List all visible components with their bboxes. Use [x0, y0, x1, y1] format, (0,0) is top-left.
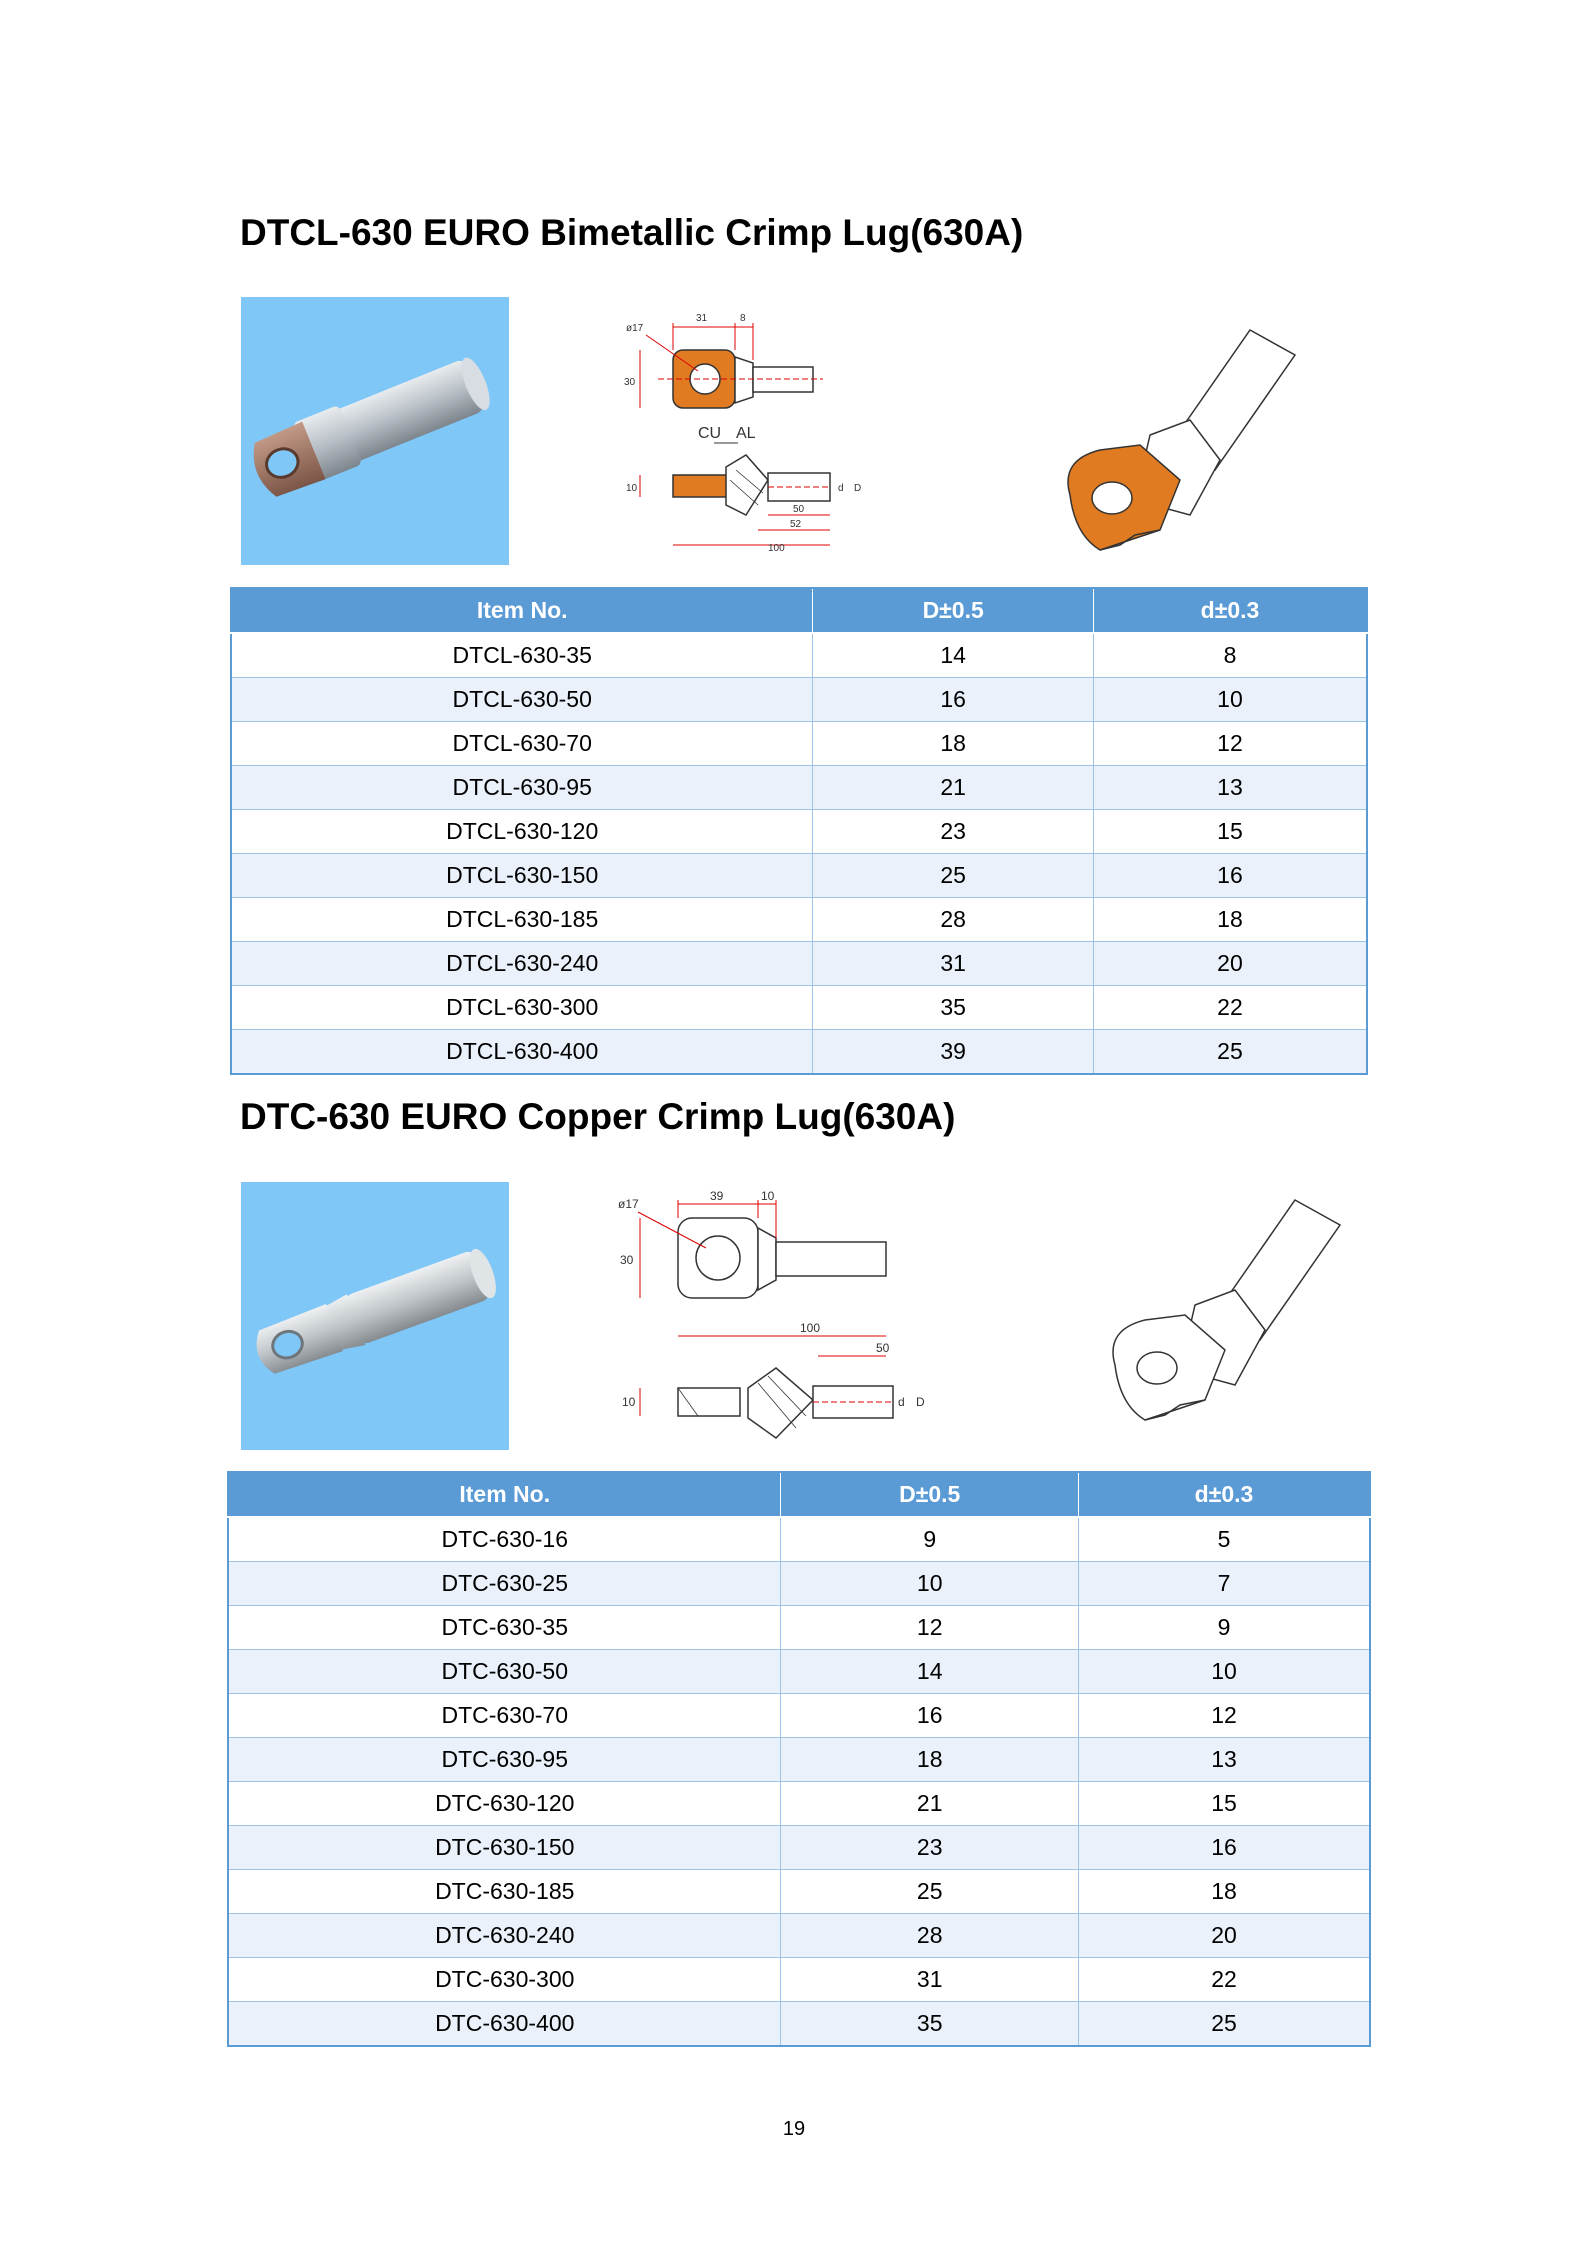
bimetallic-lug-drawing: [618, 305, 918, 560]
section2-title: DTC-630 EURO Copper Crimp Lug(630A): [240, 1096, 956, 1137]
cell-item: DTCL-630-185: [231, 898, 813, 942]
cell-d-small: 16: [1093, 854, 1367, 898]
dim-height: 30: [624, 377, 636, 388]
dim-hole: ø17: [618, 1197, 639, 1211]
cell-item: DTC-630-240: [228, 1914, 781, 1958]
table-row: [228, 2002, 1370, 2047]
table-row: [228, 1782, 1370, 1826]
header-d-big: D±0.5: [781, 1472, 1079, 1517]
cell-d-small: 13: [1093, 766, 1367, 810]
cell-d-big: 39: [813, 1030, 1094, 1075]
cell-item: DTC-630-35: [228, 1606, 781, 1650]
header-d-big: D±0.5: [813, 588, 1094, 633]
dim-w1: 31: [696, 313, 708, 324]
cell-d-small: 18: [1093, 898, 1367, 942]
label-al: AL: [736, 425, 756, 442]
cell-d-big: 16: [781, 1694, 1079, 1738]
bimetallic-lug-isometric: [1040, 320, 1310, 570]
cell-item: DTCL-630-50: [231, 678, 813, 722]
table-row: [231, 854, 1367, 898]
cell-d-big: 12: [781, 1606, 1079, 1650]
cell-item: DTC-630-400: [228, 2002, 781, 2047]
table-row: [231, 1030, 1367, 1075]
bimetallic-lug-photo: [241, 297, 509, 565]
cell-d-small: 25: [1093, 1030, 1367, 1075]
dtc-spec-table: [227, 1471, 1371, 2047]
copper-lug-drawing: [618, 1188, 1038, 1453]
dim-d-small: d: [898, 1395, 905, 1409]
dim-hole: ø17: [626, 323, 644, 334]
dim-d-small: d: [838, 483, 844, 494]
cell-d-big: 21: [813, 766, 1094, 810]
table-row: [231, 898, 1367, 942]
dim-total: 100: [768, 543, 785, 554]
header-d-small: d±0.3: [1078, 1472, 1370, 1517]
copper-lug-photo: [241, 1182, 509, 1450]
cell-d-big: 28: [813, 898, 1094, 942]
cell-d-big: 23: [813, 810, 1094, 854]
label-cu: CU: [698, 425, 722, 442]
table-row: [228, 1694, 1370, 1738]
dim-height: 30: [620, 1253, 634, 1267]
dim-w2: 8: [740, 313, 746, 324]
cell-d-big: 10: [781, 1562, 1079, 1606]
dim-l1: 50: [876, 1341, 890, 1355]
dim-l2: 52: [790, 519, 802, 530]
dim-w1: 39: [710, 1189, 724, 1203]
cell-item: DTCL-630-300: [231, 986, 813, 1030]
cell-item: DTC-630-70: [228, 1694, 781, 1738]
cell-d-small: 8: [1093, 633, 1367, 678]
table-row: [228, 1562, 1370, 1606]
cell-d-small: 10: [1093, 678, 1367, 722]
cell-d-small: 18: [1078, 1870, 1370, 1914]
cell-item: DTC-630-95: [228, 1738, 781, 1782]
dim-thick: 10: [622, 1395, 636, 1409]
cell-d-small: 9: [1078, 1606, 1370, 1650]
table-row: [231, 633, 1367, 678]
cell-d-big: 14: [813, 633, 1094, 678]
cell-item: DTCL-630-120: [231, 810, 813, 854]
table-row: [228, 1870, 1370, 1914]
cell-d-big: 31: [813, 942, 1094, 986]
cell-d-big: 18: [781, 1738, 1079, 1782]
cell-d-small: 22: [1093, 986, 1367, 1030]
cell-d-big: 25: [813, 854, 1094, 898]
cell-item: DTCL-630-400: [231, 1030, 813, 1075]
cell-d-small: 16: [1078, 1826, 1370, 1870]
cell-d-small: 15: [1093, 810, 1367, 854]
cell-d-small: 22: [1078, 1958, 1370, 2002]
cell-d-small: 10: [1078, 1650, 1370, 1694]
header-item-no: Item No.: [228, 1472, 781, 1517]
table-row: [231, 942, 1367, 986]
cell-item: DTC-630-16: [228, 1517, 781, 1562]
dim-thick: 10: [626, 483, 638, 494]
cell-item: DTCL-630-240: [231, 942, 813, 986]
table-row: [228, 1914, 1370, 1958]
cell-item: DTC-630-150: [228, 1826, 781, 1870]
table-row: [231, 678, 1367, 722]
cell-item: DTC-630-25: [228, 1562, 781, 1606]
dtcl-spec-table: [230, 587, 1368, 1075]
cell-d-big: 25: [781, 1870, 1079, 1914]
dim-l1: 50: [793, 504, 805, 515]
cell-d-big: 35: [781, 2002, 1079, 2047]
cell-item: DTCL-630-150: [231, 854, 813, 898]
table-row: [231, 766, 1367, 810]
cell-d-big: 28: [781, 1914, 1079, 1958]
cell-item: DTC-630-50: [228, 1650, 781, 1694]
table-row: [231, 986, 1367, 1030]
cell-d-small: 12: [1078, 1694, 1370, 1738]
table-row: [228, 1738, 1370, 1782]
table-row: [231, 810, 1367, 854]
cell-d-big: 35: [813, 986, 1094, 1030]
cell-d-big: 14: [781, 1650, 1079, 1694]
table-row: [228, 1826, 1370, 1870]
dim-total: 100: [800, 1321, 821, 1335]
cell-d-small: 7: [1078, 1562, 1370, 1606]
cell-d-big: 21: [781, 1782, 1079, 1826]
cell-d-big: 16: [813, 678, 1094, 722]
table-row: [228, 1958, 1370, 2002]
cell-item: DTC-630-300: [228, 1958, 781, 2002]
page-number: 19: [782, 2118, 806, 2140]
cell-d-small: 25: [1078, 2002, 1370, 2047]
cell-item: DTCL-630-95: [231, 766, 813, 810]
dim-d-big: D: [854, 483, 862, 494]
cell-item: DTCL-630-70: [231, 722, 813, 766]
table-row: [228, 1517, 1370, 1562]
dim-w2: 10: [761, 1189, 775, 1203]
table-row: [228, 1606, 1370, 1650]
cell-d-big: 18: [813, 722, 1094, 766]
cell-d-small: 15: [1078, 1782, 1370, 1826]
header-item-no: Item No.: [231, 588, 813, 633]
table-row: [231, 722, 1367, 766]
cell-d-big: 31: [781, 1958, 1079, 2002]
cell-d-small: 5: [1078, 1517, 1370, 1562]
cell-d-small: 20: [1093, 942, 1367, 986]
cell-d-small: 13: [1078, 1738, 1370, 1782]
dim-d-big: D: [916, 1395, 925, 1409]
cell-d-small: 12: [1093, 722, 1367, 766]
cell-item: DTC-630-120: [228, 1782, 781, 1826]
cell-d-big: 9: [781, 1517, 1079, 1562]
table-row: [228, 1650, 1370, 1694]
header-d-small: d±0.3: [1093, 588, 1367, 633]
cell-d-small: 20: [1078, 1914, 1370, 1958]
copper-lug-isometric: [1080, 1190, 1360, 1455]
cell-d-big: 23: [781, 1826, 1079, 1870]
section1-title: DTCL-630 EURO Bimetallic Crimp Lug(630A): [240, 212, 1024, 253]
cell-item: DTCL-630-35: [231, 633, 813, 678]
cell-item: DTC-630-185: [228, 1870, 781, 1914]
